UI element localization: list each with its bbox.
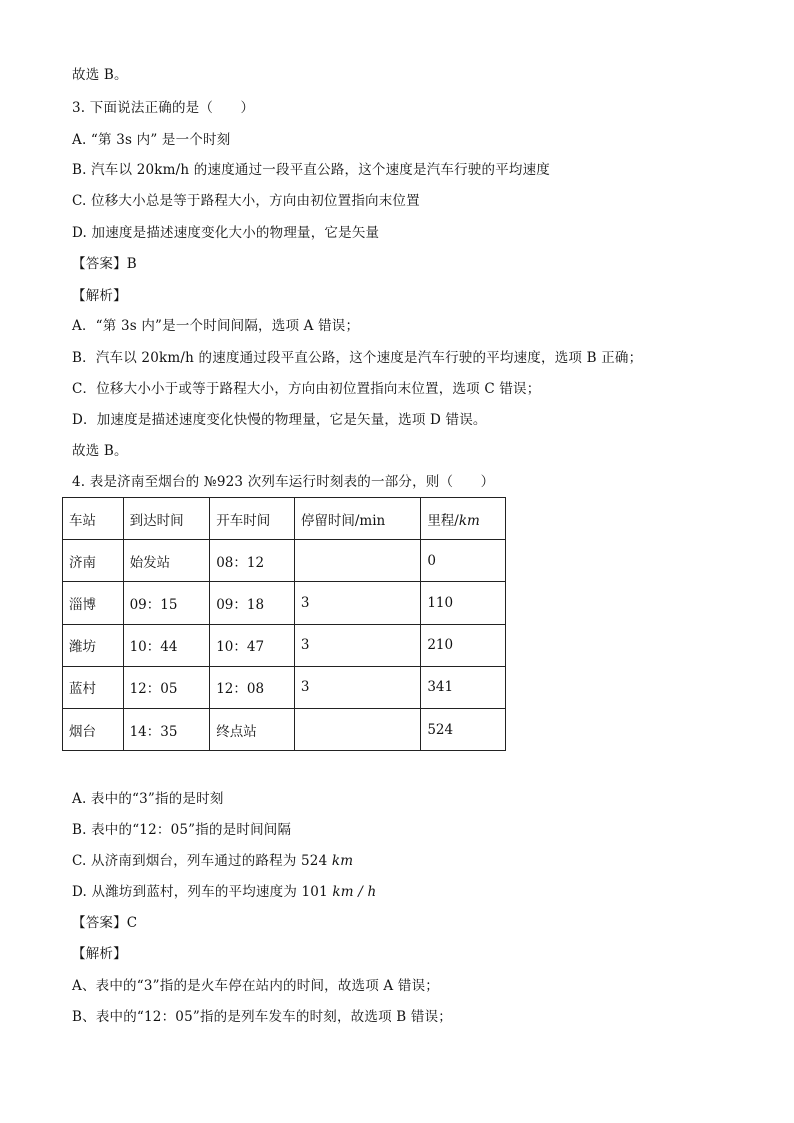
q3-analysis-d: D．加速度是描述速度变化快慢的物理量，它是矢量，选项 D 错误。 — [72, 412, 487, 428]
q3-answer: 【答案】B — [72, 256, 137, 272]
table-cell: 淄博 — [63, 582, 124, 624]
table-cell: 3 — [294, 666, 420, 708]
table-cell: 12：05 — [123, 666, 210, 708]
table-cell: 3 — [294, 624, 420, 666]
q3-analysis-c: C．位移大小小于或等于路程大小，方向由初位置指向末位置，选项 C 错误； — [72, 381, 541, 397]
q4-option-d — [72, 884, 376, 900]
table-cell: 524 — [421, 708, 506, 750]
q4-option-c-unit: km — [331, 853, 354, 869]
header-station: 车站 — [63, 498, 124, 540]
table-row — [63, 582, 506, 624]
table-cell: 110 — [421, 582, 506, 624]
q3-option-b: B. 汽车以 20km/h 的速度通过一段平直公路，这个速度是汽车行驶的平均速度 — [72, 162, 550, 178]
table-cell — [294, 708, 420, 750]
answer-conclusion-2: 故选 B。 — [72, 443, 128, 459]
table-cell: 潍坊 — [63, 624, 124, 666]
table-cell: 终点站 — [210, 708, 295, 750]
q4-analysis-b: B、表中的“12：05”指的是列车发车的时刻，故选项 B 错误； — [72, 1009, 452, 1025]
q4-option-d-unit: km / h — [332, 884, 377, 900]
header-distance — [421, 498, 506, 540]
q4-option-a: A. 表中的“3”指的是时刻 — [72, 791, 224, 807]
table-cell: 始发站 — [123, 540, 210, 582]
table-cell: 09：18 — [210, 582, 295, 624]
header-departure: 开车时间 — [210, 498, 295, 540]
header-stop-time: 停留时间/min — [294, 498, 420, 540]
q4-analysis-a: A、表中的“3”指的是火车停在站内的时间，故选项 A 错误； — [72, 978, 439, 994]
timetable — [62, 497, 506, 751]
q3-option-c: C. 位移大小总是等于路程大小，方向由初位置指向末位置 — [72, 193, 420, 209]
q3-option-d: D. 加速度是描述速度变化大小的物理量，它是矢量 — [72, 225, 380, 241]
header-distance-label: 里程/ — [427, 512, 459, 529]
table-cell: 12：08 — [210, 666, 295, 708]
table-cell: 济南 — [63, 540, 124, 582]
table-cell: 08：12 — [210, 540, 295, 582]
question-3-stem: 3. 下面说法正确的是（ ） — [72, 100, 255, 116]
header-arrival: 到达时间 — [123, 498, 210, 540]
q3-analysis-a: A．“第 3s 内”是一个时间间隔，选项 A 错误； — [72, 318, 360, 334]
table-cell: 10：47 — [210, 624, 295, 666]
table-cell: 3 — [294, 582, 420, 624]
table-header-row — [63, 498, 506, 540]
table-row — [63, 624, 506, 666]
question-4-stem: 4. 表是济南至烟台的 №923 次列车运行时刻表的一部分，则（ ） — [72, 474, 495, 490]
table-cell — [294, 540, 420, 582]
table-cell: 210 — [421, 624, 506, 666]
q4-option-d-text: D. 从潍坊到蓝村，列车的平均速度为 101 — [72, 884, 333, 900]
table-cell: 烟台 — [63, 708, 124, 750]
answer-conclusion-1: 故选 B。 — [72, 67, 128, 83]
q3-option-a: A. “第 3s 内” 是一个时刻 — [72, 132, 231, 148]
q4-option-c — [72, 853, 353, 869]
table-row — [63, 540, 506, 582]
q4-analysis-heading: 【解析】 — [72, 946, 127, 962]
table-cell: 10：44 — [123, 624, 210, 666]
q4-option-b: B. 表中的“12：05”指的是时间间隔 — [72, 822, 292, 838]
table-row — [63, 666, 506, 708]
table-cell: 0 — [421, 540, 506, 582]
q4-answer: 【答案】C — [72, 915, 138, 931]
table-cell: 341 — [421, 666, 506, 708]
table-row — [63, 708, 506, 750]
header-distance-unit: km — [458, 512, 480, 529]
q3-analysis-b: B．汽车以 20km/h 的速度通过段平直公路，这个速度是汽车行驶的平均速度，选项 B 正确； — [72, 350, 643, 366]
table-cell: 蓝村 — [63, 666, 124, 708]
table-cell: 09：15 — [123, 582, 210, 624]
table-cell: 14：35 — [123, 708, 210, 750]
q4-option-c-text: C. 从济南到烟台，列车通过的路程为 524 — [72, 853, 332, 869]
q3-analysis-heading: 【解析】 — [72, 288, 127, 304]
